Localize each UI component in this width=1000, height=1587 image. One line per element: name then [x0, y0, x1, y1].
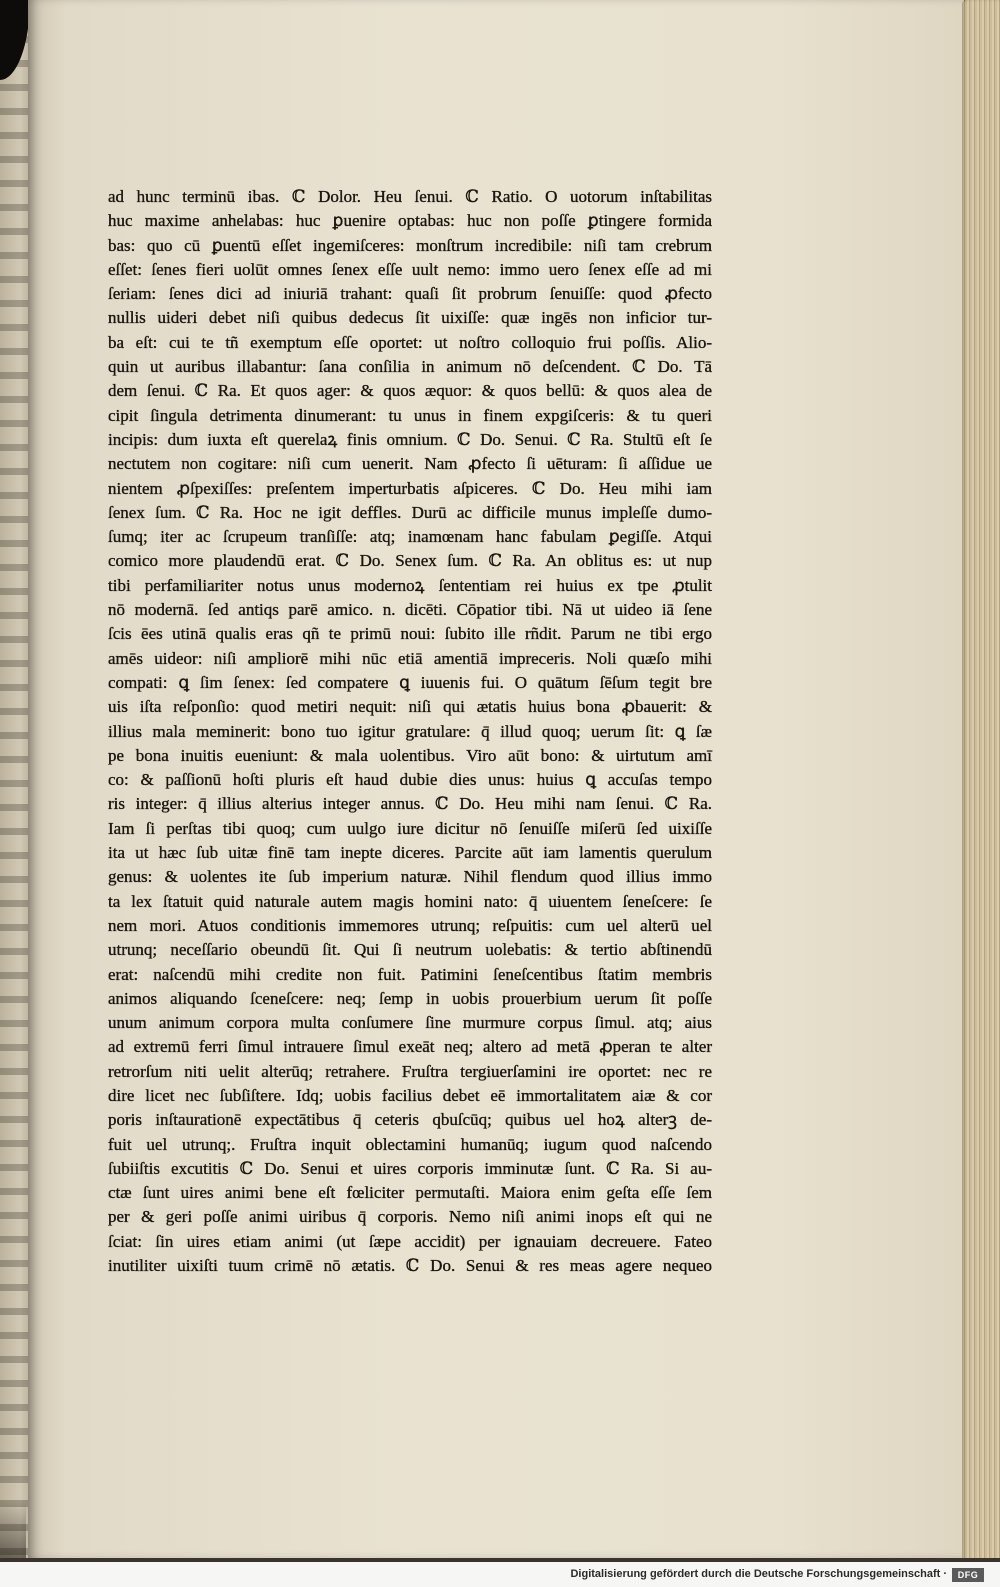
text-line: nem mori. Atuos conditionis immemores utrunq; reſpuitis: cum uel alterū uel	[108, 915, 712, 935]
binding-shadow-bottom	[0, 1500, 26, 1560]
dfg-logo: DFG	[952, 1568, 984, 1582]
text-line: uis iſta reſponſio: quod metiri nequit: niſi qui ætatis huius bona ꝓbauerit: &	[108, 697, 712, 717]
text-line: genus: & uolentes ite ſub imperium naturæ. Nihil flendum quod illius immo	[108, 867, 712, 887]
text-line: ctæ ſunt uires animi bene eſt fœliciter permutaſti. Maiora enim geſta eſſe ſem	[108, 1183, 712, 1203]
text-line: ſubiiſtis excutitis ℂ Do. Senui et uires corporis imminutæ ſunt. ℂ Ra. Si au-	[108, 1158, 712, 1178]
text-line: co: & paſſionū hoſti pluris eſt haud dubie dies unus: huius ꝗ accuſas tempo	[108, 770, 712, 790]
text-line: utrunq; neceſſario obeundū ſit. Qui ſi neutrum uolebatis: & tertio abſtinendū	[108, 940, 712, 960]
text-line: cipit ſingula detrimenta dinumerant: tu unus in finem expgiſceris: & tu queri	[108, 405, 712, 425]
text-line: poris inſtaurationē expectātibus q̄ ceteris qbuſcūq; quibus uel hoꝝ alterꝫ de-	[108, 1110, 712, 1130]
text-line: ſcis ēes utinā qualis eras qñ te primū noui: ſubito ille rñdit. Parum ne tibi ergo	[108, 624, 712, 644]
text-line: ſumq; iter ac ſcrupeum tranſiſſe: atq; inamœnam hanc fabulam ꝑegiſſe. Atqui	[108, 527, 712, 547]
text-line: illius mala meminerit: bono tuo igitur gratulare: q̄ illud quoq; uerum ſit: ꝗ ſæ	[108, 721, 712, 741]
text-line: amēs uideor: niſi ampliorē mihi nūc etiā amentiā impreceris. Noli quæſo mihi	[108, 648, 712, 668]
text-line: per & geri poſſe animi uiribus q̄ corporis. Nemo niſi animi inops eſt qui ne	[108, 1207, 712, 1227]
text-line: ſciat: ſin uires etiam animi (ut ſæpe accidit) per ignauiam decreuere. Fateo	[108, 1231, 712, 1251]
text-line: compati: ꝗ ſim ſenex: ſed compatere ꝗ iuuenis fui. O quātum ſēſum tegit bre	[108, 672, 712, 692]
text-line: comico more plaudendū erat. ℂ Do. Senex ſum. ℂ Ra. An oblitus es: ut nup	[108, 551, 712, 571]
text-line: erat: naſcendū mihi credite non fuit. Patimini ſeneſcentibus ſtatim membris	[108, 964, 712, 984]
text-line: ta lex ſtatuit quid naturale autem magis homini nato: q̄ uiuentem ſeneſcere: ſe	[108, 891, 712, 911]
text-line: nullis uideri debet niſi quibus dedecus ſit uixiſſe: quæ ingēs non inficior tur-	[108, 308, 712, 328]
text-block	[108, 185, 712, 1278]
text-line: incipis: dum iuxta eſt querelaꝝ finis omnium. ℂ Do. Senui. ℂ Ra. Stultū eſt ſe	[108, 429, 712, 449]
text-line: nō modernā. ſed antiqs parē amico. n. dicēti. Cōpatior tibi. Nā ut uideo iā ſene	[108, 600, 712, 620]
text-line: tibi perfamiliariter notus unus modernoꝝ ſententiam rei huius ex tpe ꝓtulit	[108, 575, 712, 595]
text-line: eſſet: ſenes fieri uolūt omnes ſenex eſſe uult nemo: immo uero ſenex eſſe ad mi	[108, 259, 712, 279]
text-line: quin ut auribus illabantur: ſana conſilia in animum nō deſcendent. ℂ Do. Tā	[108, 357, 712, 377]
text-line: dem ſenui. ℂ Ra. Et quos ager: & quos æquor: & quos bellū: & quos alea de	[108, 381, 712, 401]
text-line: dire licet nec ſubſiſtere. Idq; uobis facilius debet eē immortalitatem aiæ & cor	[108, 1085, 712, 1105]
text-line: unum animum corpora multa conſumere ſine murmure corpus ſimul. atq; aius	[108, 1013, 712, 1033]
text-line: huc maxime anhelabas: huc ꝑuenire optabas: huc non poſſe ꝑtingere formida	[108, 211, 712, 231]
text-line: animos aliquando ſceneſcere: neq; ſemp in uobis prouerbium uerum ſit poſſe	[108, 988, 712, 1008]
text-line: ad hunc terminū ibas. ℂ Dolor. Heu ſenui. ℂ Ratio. O uotorum inſtabilitas	[108, 187, 712, 206]
text-line: fuit uel utrunq;. Fruſtra inquit oblectamini humanūq; iugum quod naſcendo	[108, 1134, 712, 1154]
text-line: ita ut hæc ſub uitæ finē tam inepte diceres. Parcite aūt iam lamentis querulum	[108, 843, 712, 863]
text-line: retrorſum niti uelit alterūq; retrahere. Fruſtra tergiuerſamini ire oportet: nec re	[108, 1061, 712, 1081]
text-line: nectutem non cogitare: niſi cum uenerit. Nam ꝓfecto ſi uēturam: ſi aſſidue ue	[108, 454, 712, 474]
text-line: bas: quo cū ꝑuentū eſſet ingemiſceres: monſtrum incredibile: niſi tam crebrum	[108, 235, 712, 255]
text-line: Iam ſi perſtas tibi quoq; cum uulgo iure dicitur nō ſenuiſſe miſerū ſed uixiſſe	[108, 818, 712, 838]
text-line: pe bona inuitis eueniunt: & mala uolentibus. Viro aūt bono: & uirtutum amī	[108, 745, 712, 765]
text-line: ſenex ſum. ℂ Ra. Hoc ne igit deffles. Durū ac difficile munus impleſſe dumo-	[108, 502, 712, 522]
page-edges-right	[962, 0, 1000, 1560]
text-line: ba eſt: cui te tñ exemptum eſſe oportet: ut noſtro colloquio frui poſſis. Alio-	[108, 332, 712, 352]
footer-bar	[0, 1562, 1000, 1587]
book-page	[28, 0, 964, 1558]
text-line: nientem ꝓſpexiſſes: preſentem imperturbatis aſpiceres. ℂ Do. Heu mihi iam	[108, 478, 712, 498]
text-line: inutiliter uixiſti tuum crimē nō ætatis. ℂ Do. Senui & res meas agere nequeo	[108, 1256, 712, 1276]
text-line: ad extremū ferri ſimul intrauere ſimul exeāt neq; altero ad metā ꝓperan te alter	[108, 1037, 712, 1057]
text-line: ris integer: q̄ illius alterius integer annus. ℂ Do. Heu mihi nam ſenui. ℂ Ra.	[108, 794, 712, 814]
funding-credit: Digitalisierung gefördert durch die Deutsche Forschungsgemeinschaft ·	[570, 1568, 947, 1580]
text-line: ſeriam: ſenes dici ad iniuriā trahant: quaſi ſit probrum ſenuiſſe: quod ꝓfecto	[108, 284, 712, 304]
